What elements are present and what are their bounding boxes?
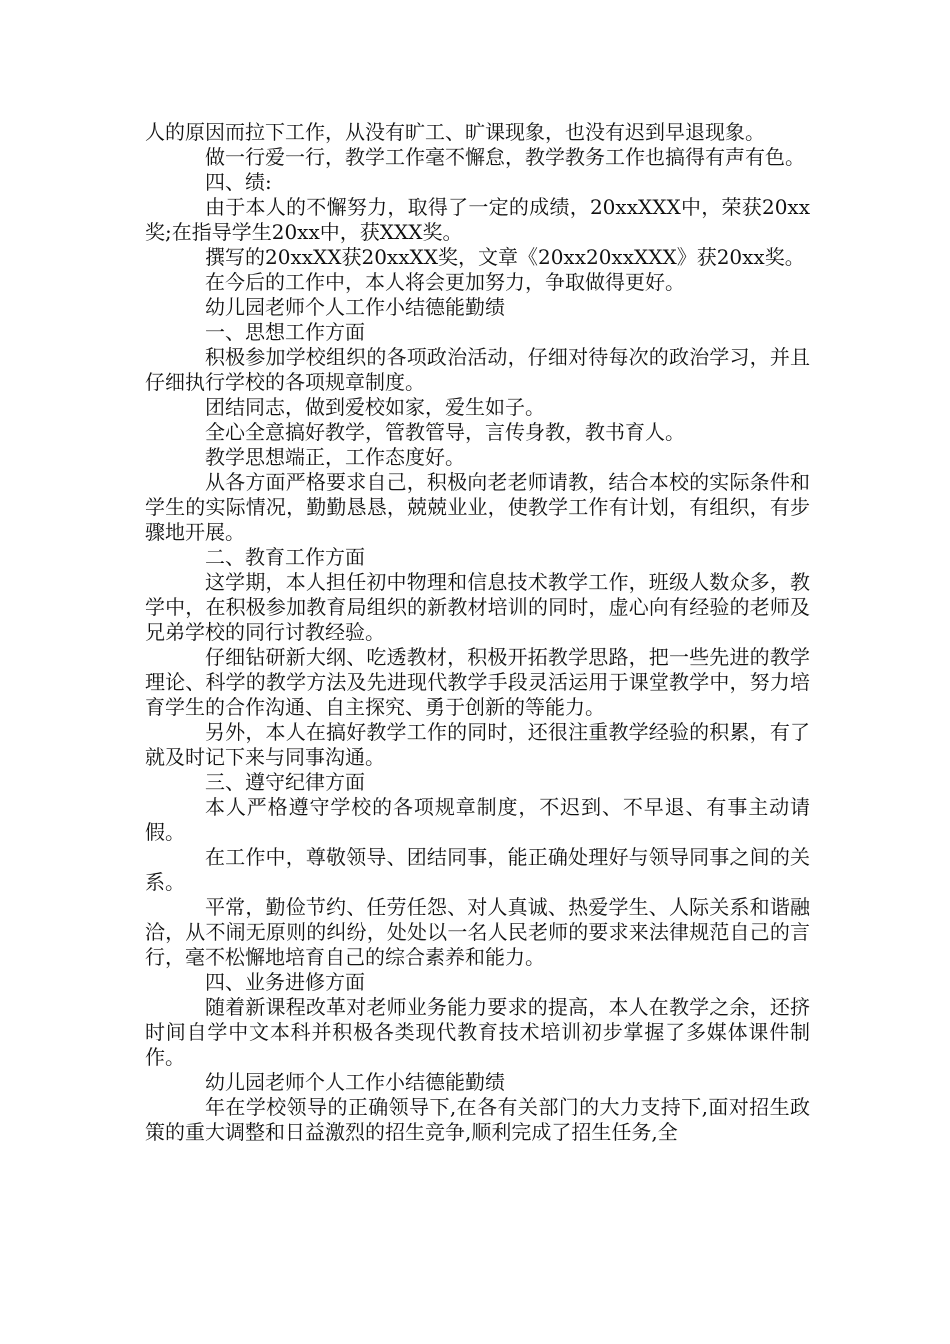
paragraph: 积极参加学校组织的各项政治活动，仔细对待每次的政治学习，并且仔细执行学校的各项规章制度。 [145,345,810,394]
paragraph: 在工作中，尊敬领导、团结同事，能正确处理好与领导同事之间的关系。 [145,845,810,894]
paragraph: 平常，勤俭节约、任劳任怨、对人真诚、热爱学生、人际关系和谐融洽，从不闹无原则的纠纷，处处以一名人民老师的要求来法律规范自己的言行，毫不松懈地培育自己的综合素养和能力。 [145,895,810,969]
section-heading: 四、绩: [205,170,272,194]
paragraph: 随着新课程改革对老师业务能力要求的提高，本人在教学之余，还挤时间自学中文本科并积极各类现代教育技术培训初步掌握了多媒体课件制作。 [145,995,810,1069]
section-heading: 一、思想工作方面 [205,320,365,344]
paragraph: 年在学校领导的正确领导下,在各有关部门的大力支持下,面对招生政策的重大调整和日益激烈的招生竞争,顺利完成了招生任务,全 [145,1095,810,1144]
paragraph: 本人严格遵守学校的各项规章制度，不迟到、不早退、有事主动请假。 [145,795,810,844]
paragraph: 教学思想端正，工作态度好。 [205,445,465,469]
paragraph: 在今后的工作中，本人将会更加努力，争取做得更好。 [205,270,685,294]
document-body [145,120,810,1145]
paragraph: 做一行爱一行，教学工作毫不懈怠，教学教务工作也搞得有声有色。 [205,145,805,169]
paragraph: 仔细钻研新大纲、吃透教材，积极开拓教学思路，把一些先进的教学理论、科学的教学方法及先进现代教学手段灵活运用于课堂教学中，努力培育学生的合作沟通、自主探究、勇于创新的等能力。 [145,645,810,719]
paragraph: 另外，本人在搞好教学工作的同时，还很注重教学经验的积累，有了就及时记下来与同事沟通。 [145,720,810,769]
paragraph: 这学期，本人担任初中物理和信息技术教学工作，班级人数众多，教学中，在积极参加教育局组织的新教材培训的同时，虚心向有经验的老师及兄弟学校的同行讨教经验。 [145,570,810,644]
paragraph: 人的原因而拉下工作，从没有旷工、旷课现象，也没有迟到早退现象。 [145,120,765,144]
document-title: 幼儿园老师个人工作小结德能勤绩 [205,295,505,319]
paragraph: 由于本人的不懈努力，取得了一定的成绩，20xxXXX中，荣获20xx奖;在指导学生20xx中，获XXX奖。 [145,195,810,244]
section-heading: 二、教育工作方面 [205,545,365,569]
paragraph: 全心全意搞好教学，管教管导，言传身教，教书育人。 [205,420,685,444]
paragraph: 撰写的20xxXX获20xxXX奖，文章《20xx20xxXXX》获20xx奖。 [205,245,805,269]
paragraph: 从各方面严格要求自己，积极向老老师请教，结合本校的实际条件和学生的实际情况，勤勤恳恳，兢兢业业，使教学工作有计划，有组织，有步骤地开展。 [145,470,810,544]
document-title: 幼儿园老师个人工作小结德能勤绩 [205,1070,505,1094]
section-heading: 四、业务进修方面 [205,970,365,994]
section-heading: 三、遵守纪律方面 [205,770,365,794]
paragraph: 团结同志，做到爱校如家，爱生如子。 [205,395,545,419]
